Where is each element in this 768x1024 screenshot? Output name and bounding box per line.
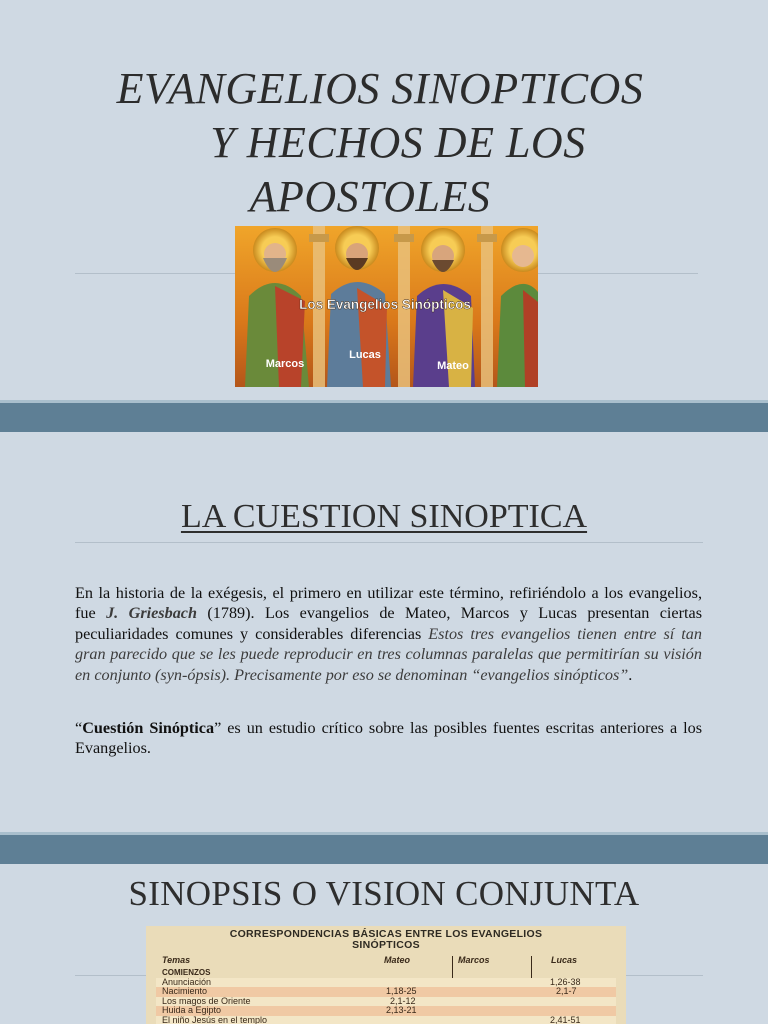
- correspondence-table: [146, 926, 626, 1024]
- row-tema: Nacimiento: [162, 986, 208, 996]
- title-line-3: APOSTOLES: [249, 172, 491, 221]
- row-lucas: 1,26-38: [550, 976, 581, 987]
- table-header-row: [156, 956, 616, 968]
- paragraph-definition: [75, 718, 702, 759]
- header-mateo: Mateo: [384, 955, 411, 965]
- slide-cuestion-sinoptica: [0, 432, 768, 832]
- title-line-2: Y HECHOS DE LOS: [210, 118, 586, 167]
- section-comienzos: COMIENZOS: [162, 968, 211, 977]
- para2-text: es un estudio crítico sobre las posibles fuentes escritas anteriores a los Evangelios.: [75, 719, 702, 758]
- row-tema: El niño Jesús en el templo: [162, 1014, 268, 1024]
- table-section-row: [156, 968, 616, 978]
- table-title: [146, 929, 626, 951]
- presentation-title: [60, 62, 700, 224]
- header-lucas: Lucas: [551, 955, 578, 965]
- title-line-1: EVANGELIOS SINOPTICOS: [116, 64, 644, 113]
- section-heading-text: LA CUESTION SINOPTICA: [180, 498, 588, 535]
- row-mateo: 2,1-12: [390, 995, 416, 1006]
- row-tema: Huida a Egipto: [162, 1005, 222, 1015]
- row-mateo: 2,13-21: [386, 1005, 417, 1015]
- para2-open-quote: “: [75, 719, 83, 737]
- painting-name-lucas: Lucas: [349, 349, 381, 361]
- paragraph-history: [75, 583, 702, 685]
- painting-illustration: [235, 226, 538, 387]
- separator-band-1: [0, 403, 768, 432]
- divider-right: [538, 273, 698, 274]
- table-title-line-2: SINÓPTICOS: [352, 939, 420, 951]
- row-tema: Los magos de Oriente: [162, 995, 251, 1006]
- para1-italic-quote: Estos tres evangelios tienen entre sí tan gran parecido que se les puede reproducir en tres columnas paralelas que permitirían su visión en conjunto (syn-ópsis). Precisamente por eso se denominan “evangelios sinópticos”: [75, 624, 702, 684]
- header-temas: Temas: [162, 955, 191, 965]
- row-lucas: 2,1-7: [556, 986, 577, 996]
- slide-sinopsis: [0, 864, 768, 1024]
- table-body: [156, 956, 616, 1024]
- para2-close-quote: ”: [214, 719, 222, 737]
- author-name: J. Griesbach: [106, 604, 197, 623]
- table-title-line-1: CORRESPONDENCIAS BÁSICAS ENTRE LOS EVANGELIOS: [229, 928, 543, 940]
- heading-divider: [75, 542, 703, 543]
- para1-text-a: En la historia de la exégesis, el primero en utilizar este término, refiriéndolo a los evangelios, fue: [75, 584, 702, 623]
- term-cuestion-sinoptica: Cuestión Sinóptica: [82, 719, 215, 737]
- evangelists-painting: [235, 226, 538, 387]
- row-lucas: 2,41-51: [550, 1014, 581, 1024]
- sinopsis-heading: SINOPSIS O VISION CONJUNTA: [128, 874, 640, 913]
- sinopsis-divider-left: [75, 975, 146, 976]
- slide-title: [0, 0, 768, 400]
- para1-end: .: [628, 665, 633, 684]
- row-mateo: 1,18-25: [386, 986, 417, 996]
- painting-name-mateo: Mateo: [437, 360, 469, 372]
- painting-caption: Los Evangelios Sinópticos: [299, 297, 471, 312]
- separator-band-2: [0, 835, 768, 864]
- sinopsis-divider-right: [626, 975, 703, 976]
- painting-name-marcos: Marcos: [265, 358, 305, 370]
- section-heading: [0, 498, 768, 536]
- header-marcos: Marcos: [458, 955, 490, 965]
- para1-text-b: (1789). Los evangelios de Mateo, Marcos y Lucas presentan ciertas peculiaridades comunes y considerables diferencias: [75, 604, 702, 643]
- table-row: [156, 1016, 616, 1024]
- row-tema: Anunciación: [162, 976, 212, 987]
- divider-left: [75, 273, 235, 274]
